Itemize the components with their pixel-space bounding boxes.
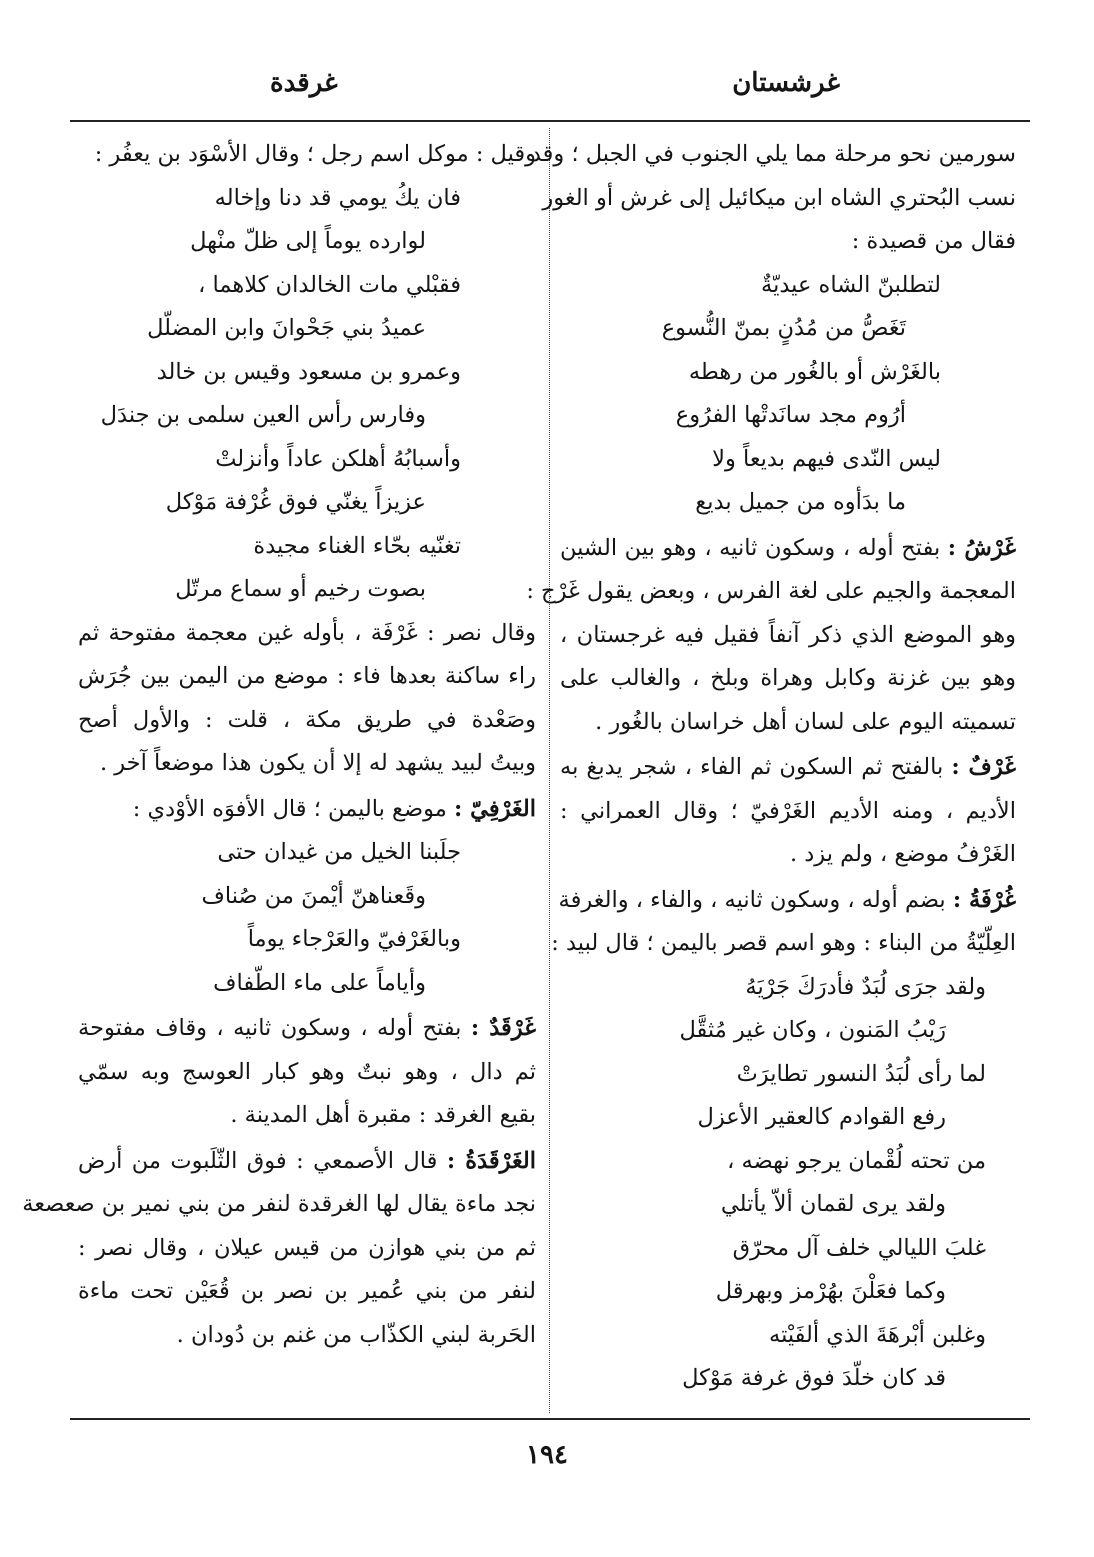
verse-line xyxy=(560,1314,1016,1358)
text-line xyxy=(78,133,536,177)
text-line xyxy=(530,133,1016,177)
verse-line xyxy=(78,177,536,221)
line-text: رفع القوادم كالعقير الأعزل xyxy=(697,1104,946,1130)
line-text: وبالغَرْفيّ والعَرْجاء يوماً xyxy=(247,926,461,952)
header-rule xyxy=(70,120,1030,122)
line-text: سورمين نحو مرحلة مما يلي الجنوب في الجبل ؛ وقد xyxy=(530,141,1016,167)
verse-line xyxy=(78,481,536,525)
line-text: وبيتُ لبيد يشهد له إلا أن يكون هذا موضعاً آخر . xyxy=(99,750,536,776)
line-text: من تحته لُقْمان يرجو نهضه ، xyxy=(727,1147,986,1174)
line-text: العِلّيّةُ من البناء : وهو اسم قصر باليمن ؛ قال لبيد : xyxy=(551,930,1016,956)
line-text: عزيزاً يغنّي فوق غُرْفة مَوْكل xyxy=(165,489,426,515)
line-text: رَيْبُ المَنون ، وكان غير مُثقَّل xyxy=(679,1017,946,1043)
entry-line xyxy=(78,1007,536,1051)
verse-line xyxy=(78,264,536,308)
verse-line xyxy=(560,1009,1016,1053)
verse-line xyxy=(78,438,536,482)
text-line xyxy=(78,1314,536,1358)
verse-line xyxy=(78,962,536,1006)
line-text: تغنّيه بحّاء الغناء مجيدة xyxy=(253,532,461,559)
line-text: بقيع الغرقد : مقبرة أهل المدينة . xyxy=(230,1102,536,1128)
text-line xyxy=(560,220,1016,264)
line-text: أرُوم مجد سانَدتْها الفرُوع xyxy=(675,402,906,428)
verse-line xyxy=(78,831,536,875)
text-line xyxy=(526,570,1016,614)
line-text: ما بدَأوه من جميل بديع xyxy=(695,489,906,515)
verse-line xyxy=(560,264,1016,308)
verse-line xyxy=(78,351,536,395)
line-text: موضع باليمن ؛ قال الأفوَه الأوْدي : xyxy=(132,795,447,822)
verse-line xyxy=(560,351,1016,395)
line-text: المعجمة والجيم على لغة الفرس ، وبعض يقول غَرْج : xyxy=(526,578,1016,604)
verse-line xyxy=(78,918,536,962)
text-line xyxy=(78,742,536,786)
text-line xyxy=(78,1270,536,1314)
line-text: الحَربة لبني الكذّاب من غنم بن دُودان . xyxy=(176,1321,536,1348)
verse-line xyxy=(78,394,536,438)
line-text: فقبْلي مات الخالدان كلاهما ، xyxy=(198,271,461,298)
entry-line xyxy=(560,746,1016,790)
line-text: وقال نصر : غَرْفَة ، بأوله غين معجمة مفتوحة ثم xyxy=(78,619,536,646)
line-text: تَغَصُّ من مُدُنٍ بمنّ النُّسوع xyxy=(661,315,906,341)
line-text: وأياماً على ماء الطّفاف xyxy=(213,969,426,996)
text-line xyxy=(78,1227,536,1271)
line-text: وهو بين غزنة وكابل وهراة وبلخ ، والغالب على xyxy=(560,665,1016,691)
line-text: ثم دال ، وهو نبتٌ وهو كبار العوسج وبه سمّي xyxy=(78,1058,536,1085)
verse-line xyxy=(560,1053,1016,1097)
verse-line xyxy=(560,1140,1016,1184)
line-text: الغَرْفُ موضع ، ولم يزد . xyxy=(789,841,1016,867)
text-line xyxy=(560,701,1016,745)
verse-line xyxy=(78,220,536,264)
verse-line xyxy=(78,307,536,351)
line-text: لنفر من بني عُمير بن نصر بن قُعَيْن تحت ماءة xyxy=(78,1278,536,1304)
line-text: بضم أوله ، وسكون ثانيه ، والفاء ، والغرفة xyxy=(558,886,946,913)
line-text: وعمرو بن مسعود وقيس بن خالد xyxy=(156,358,461,385)
verse-line xyxy=(560,481,1016,525)
verse-line xyxy=(78,568,536,612)
line-text: تسميته اليوم على لسان أهل خراسان بالغُور . xyxy=(595,708,1016,735)
line-text: بفتح أوله ، وسكون ثانيه ، وهو بين الشين xyxy=(560,534,941,561)
text-line xyxy=(560,614,1016,658)
line-text: قال الأصمعي : فوق الثّلَبوت من أرض xyxy=(78,1147,438,1174)
entry-line xyxy=(560,879,1016,923)
text-line xyxy=(22,1183,536,1227)
line-text: وصَعْدة في طريق مكة ، قلت : والأول أصح xyxy=(78,706,536,733)
line-text: وقَعناهنّ أيْمنَ من صُناف xyxy=(201,882,426,909)
verse-line xyxy=(560,1183,1016,1227)
line-text: فقال من قصيدة : xyxy=(851,228,1016,254)
headword: الغَرْفِيّ : xyxy=(453,795,536,822)
line-text: ثم من بني هوازن من قيس عيلان ، وقال نصر : xyxy=(78,1234,536,1261)
text-line xyxy=(78,1094,536,1138)
line-text: ليس النّدى فيهم بديعاً ولا xyxy=(712,445,941,472)
verse-line xyxy=(560,1357,1016,1401)
line-text: لوارده يوماً إلى ظلّ منْهل xyxy=(190,228,426,254)
line-text: بصوت رخيم أو سماع مرتّل xyxy=(175,576,426,602)
left-column xyxy=(22,133,537,1357)
line-text: ولقد يرى لقمان ألاّ يأتلي xyxy=(720,1191,946,1217)
line-text: بفتح أوله ، وسكون ثانيه ، وقاف مفتوحة xyxy=(78,1015,462,1041)
line-text: الأديم ، ومنه الأديم الغَرْفيّ ؛ وقال العمراني : xyxy=(560,797,1016,824)
headword: غَرْفٌ : xyxy=(951,754,1016,780)
line-text: وكما فعَلْنَ بهُرْمز وبهرقل xyxy=(715,1278,946,1304)
running-head-right: غرشستان xyxy=(732,68,840,98)
text-line xyxy=(560,790,1016,834)
line-text: نسب البُحتري الشاه ابن ميكائيل إلى غرش أو الغور xyxy=(542,184,1016,211)
verse-line xyxy=(560,1096,1016,1140)
text-line xyxy=(78,699,536,743)
right-column xyxy=(526,133,1016,1401)
line-text: جلَبنا الخيل من غيدان حتى xyxy=(217,839,461,865)
line-text: بالغَرْش أو بالغُور من رهطه xyxy=(688,358,941,385)
line-text: غلبَ الليالي خلف آل محرّق xyxy=(732,1234,986,1261)
text-line xyxy=(560,657,1016,701)
line-text: لتطلبنّ الشاه عيديّةٌ xyxy=(761,271,941,298)
line-text: راء ساكنة بعدها فاء : موضع من اليمن بين جُرَش xyxy=(78,663,536,689)
running-head-left: غرقدة xyxy=(270,68,338,98)
verse-line xyxy=(78,525,536,569)
headword: غَرْقَدٌ : xyxy=(470,1015,536,1041)
headword: غُرْفَةُ : xyxy=(952,886,1016,913)
column-divider xyxy=(549,128,550,1413)
footer-rule xyxy=(70,1418,1030,1420)
entry-line xyxy=(78,788,536,832)
text-line xyxy=(78,655,536,699)
page-number: ١٩٤ xyxy=(526,1440,568,1470)
line-text: عميدُ بني جَحْوانَ وابن المضلّل xyxy=(147,315,426,341)
verse-line xyxy=(560,394,1016,438)
text-line xyxy=(560,833,1016,877)
text-line xyxy=(78,612,536,656)
entry-line xyxy=(560,527,1016,571)
verse-line xyxy=(78,875,536,919)
line-text: فان يكُ يومي قد دنا وإخاله xyxy=(214,184,461,211)
text-line xyxy=(551,922,1016,966)
line-text: قد كان خلّدَ فوق غرفة مَوْكل xyxy=(682,1365,946,1391)
line-text: وهو الموضع الذي ذكر آنفاً فقيل فيه غرجستان ، xyxy=(560,621,1016,648)
headword: غَرْشُ : xyxy=(947,534,1016,561)
line-text: لما رأى لُبَدُ النسور تطايرَتْ xyxy=(736,1060,986,1087)
line-text: وقيل : موكل اسم رجل ؛ وقال الأسْوَد بن يعفُر : xyxy=(94,141,536,167)
verse-line xyxy=(560,966,1016,1010)
verse-line xyxy=(560,1227,1016,1271)
entry-line xyxy=(78,1140,536,1184)
line-text: وفارس رأس العين سلمى بن جندَل xyxy=(100,402,426,428)
line-text: وأسبابُهُ أهلكن عاداً وأنزلتْ xyxy=(215,445,461,472)
line-text: وغلبن أبْرهَةَ الذي ألفَيْته xyxy=(769,1321,986,1348)
running-header xyxy=(70,60,1030,110)
line-text: بالفتح ثم السكون ثم الفاء ، شجر يدبغ به xyxy=(560,754,944,780)
headword: الغَرْقَدَةُ : xyxy=(446,1147,537,1174)
verse-line xyxy=(560,307,1016,351)
verse-line xyxy=(560,438,1016,482)
text-line xyxy=(542,177,1016,221)
line-text: ولقد جرَى لُبَدٌ فأدرَكَ جَرْيَهُ xyxy=(745,973,986,1000)
text-line xyxy=(78,1051,536,1095)
verse-line xyxy=(560,1270,1016,1314)
line-text: نجد ماءة يقال لها الغرقدة لنفر من بني نمير بن صعصعة xyxy=(22,1191,536,1217)
